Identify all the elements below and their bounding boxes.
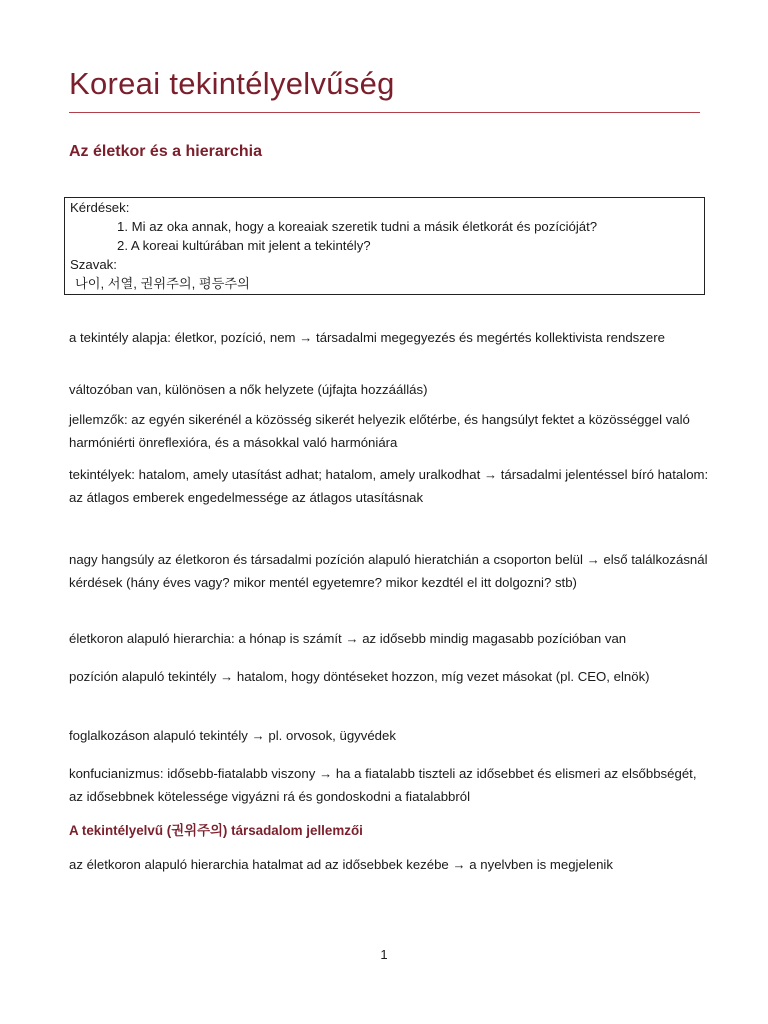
- paragraph: nagy hangsúly az életkoron és társadalmi pozíción alapuló hieratchián a csoporton belül → első találkozásnál kérdések (hány éves vagy? mikor mentél egyetemre? mikor kezdtél el itt dolgozni? stb): [69, 552, 708, 590]
- korean-words: 나이, 서열, 권위주의, 평등주의: [75, 276, 250, 291]
- page-title: Koreai tekintélyelvűség: [69, 66, 395, 101]
- section-heading: A tekintélyelvű (권위주의) társadalom jellemzői: [69, 823, 363, 838]
- questions-box: [64, 197, 705, 295]
- words-label: Szavak:: [70, 257, 117, 272]
- paragraph: a tekintély alapja: életkor, pozíció, nem → társadalmi megegyezés és megértés kollektivista rendszere: [69, 330, 665, 345]
- question-item: 1. Mi az oka annak, hogy a koreaiak szeretik tudni a másik életkorát és pozícióját?: [117, 219, 598, 234]
- paragraph: pozíción alapuló tekintély → hatalom, hogy döntéseket hozzon, míg vezet másokat (pl. CEO, elnök): [69, 669, 650, 684]
- page-number: 1: [380, 947, 388, 962]
- paragraph: tekintélyek: hatalom, amely utasítást adhat; hatalom, amely uralkodhat → társadalmi jelentéssel bíró hatalom: az átlagos emberek engedelmessége az átlagos utasításnak: [69, 467, 709, 505]
- question-item: 2. A koreai kultúrában mit jelent a tekintély?: [117, 238, 371, 253]
- paragraph: jellemzők: az egyén sikerénél a közösség sikerét helyezik előtérbe, és hangsúlyt fektet a közösséggel való harmóniérti önreflexióra, és a másokkal való harmóniára: [69, 412, 690, 450]
- paragraph: foglalkozáson alapuló tekintély → pl. orvosok, ügyvédek: [69, 728, 396, 743]
- paragraph: konfucianizmus: idősebb-fiatalabb viszony → ha a fiatalabb tiszteli az idősebbet és elismeri az elsőbbségét, az idősebbnek kötelessége vigyázni rá és gondoskodni a fiatalabbról: [69, 766, 697, 804]
- title-divider: [69, 112, 700, 113]
- paragraph: az életkoron alapuló hierarchia hatalmat ad az idősebbek kezébe → a nyelvben is megjelenik: [69, 857, 613, 872]
- paragraph: életkoron alapuló hierarchia: a hónap is számít → az idősebb mindig magasabb pozícióban van: [69, 631, 627, 646]
- section-subtitle: Az életkor és a hierarchia: [69, 143, 262, 160]
- questions-label: Kérdések:: [70, 200, 130, 215]
- paragraph: változóban van, különösen a nők helyzete (újfajta hozzáállás): [69, 382, 428, 397]
